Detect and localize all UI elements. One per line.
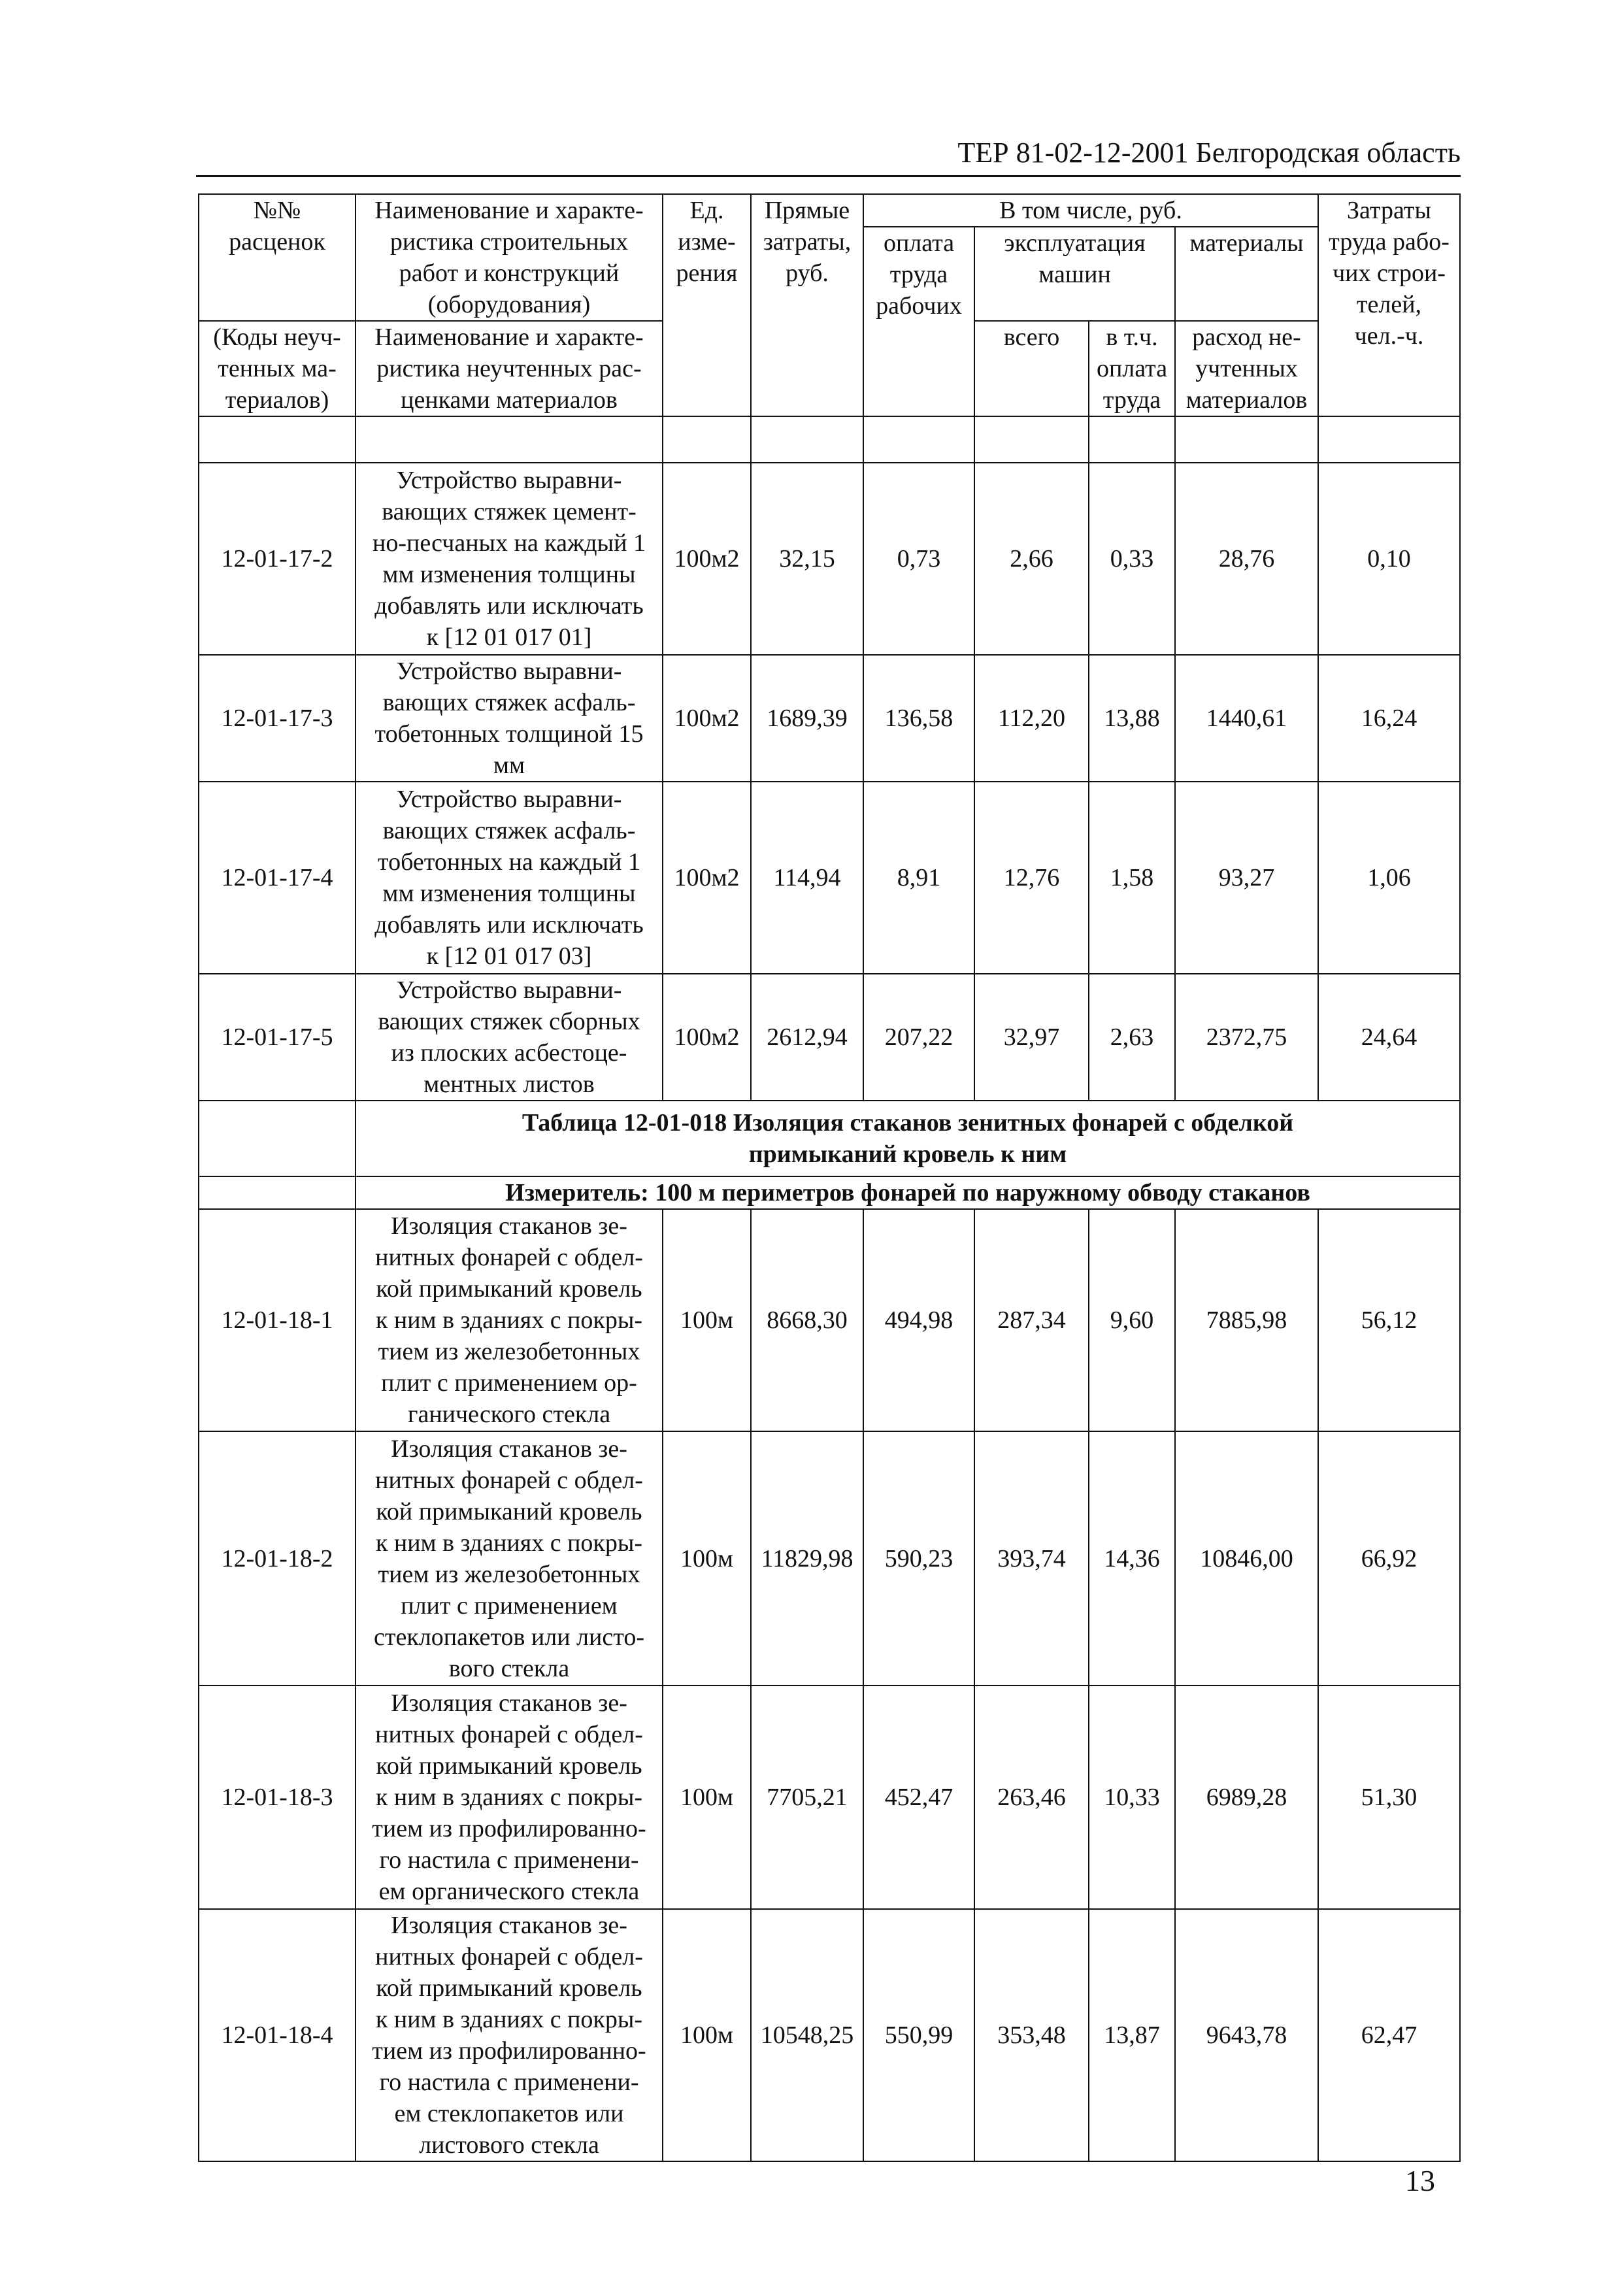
labor-cell: 56,12 <box>1318 1209 1460 1431</box>
machines-wage-cell: 1,58 <box>1089 782 1175 974</box>
description-text: Устройство выравни- вающих стяжек асфаль- тобетонных толщиной 15 мм <box>374 657 644 779</box>
wages-cell: 136,58 <box>863 655 974 782</box>
header-text: расход не- учтенных материалов <box>1185 324 1308 414</box>
table-title <box>356 1101 1460 1176</box>
header-unit <box>663 194 751 416</box>
machines-total-cell: 263,46 <box>974 1686 1089 1909</box>
header-text: Наименование и характе- ристика неучтенных рас- ценками материалов <box>374 324 644 414</box>
unit-cell: 100м2 <box>663 782 751 974</box>
header-machines <box>974 227 1175 321</box>
rates-table <box>198 193 1461 2162</box>
labor-cell: 62,47 <box>1318 1909 1460 2161</box>
header-rule <box>196 175 1461 177</box>
wages-cell: 494,98 <box>863 1209 974 1431</box>
header-text: в т.ч. оплата труда <box>1096 324 1168 414</box>
rate-code: 12-01-17-5 <box>199 974 356 1101</box>
header-row <box>199 194 1460 227</box>
machines-wage-cell: 13,88 <box>1089 655 1175 782</box>
table-row <box>199 974 1460 1101</box>
header-code-top <box>199 194 356 321</box>
labor-cell: 24,64 <box>1318 974 1460 1101</box>
header-machines-wage <box>1089 321 1175 416</box>
machines-wage-cell: 10,33 <box>1089 1686 1175 1909</box>
running-header: ТЕР 81-02-12-2001 Белгородская область <box>957 137 1461 169</box>
description-text: Устройство выравни- вающих стяжек асфаль- тобетонных на каждый 1 мм изменения толщины добавлять или исключать к [12 01 017 03] <box>374 786 644 970</box>
header-unaccounted-materials <box>1175 321 1318 416</box>
labor-cell: 16,24 <box>1318 655 1460 782</box>
unit-cell: 100м <box>663 1431 751 1686</box>
table-title-row <box>199 1101 1460 1176</box>
page-number: 13 <box>1405 2164 1435 2197</box>
header-text: Затраты труда рабо- чих строи- телей, чел.-ч. <box>1329 197 1450 350</box>
rate-code: 12-01-17-2 <box>199 463 356 655</box>
machines-total-cell: 353,48 <box>974 1909 1089 2161</box>
rate-code: 12-01-17-4 <box>199 782 356 974</box>
wages-cell: 452,47 <box>863 1686 974 1909</box>
rate-description <box>356 782 663 974</box>
spacer-row <box>199 416 1460 463</box>
unit-cell: 100м <box>663 1209 751 1431</box>
wages-cell: 0,73 <box>863 463 974 655</box>
rate-description <box>356 463 663 655</box>
unit-cell: 100м2 <box>663 463 751 655</box>
description-text: Устройство выравни- вающих стяжек сборных из плоских асбестоце- ментных листов <box>378 976 640 1098</box>
rate-description <box>356 655 663 782</box>
rate-code: 12-01-18-1 <box>199 1209 356 1431</box>
title-text: Таблица 12-01-018 Изоляция стаканов зенитных фонарей с обделкой примыканий кровель к ним <box>522 1109 1294 1168</box>
labor-cell: 51,30 <box>1318 1686 1460 1909</box>
rate-code: 12-01-18-2 <box>199 1431 356 1686</box>
wages-cell: 207,22 <box>863 974 974 1101</box>
header-machines-total: всего <box>974 321 1089 416</box>
materials-cell: 6989,28 <box>1175 1686 1318 1909</box>
direct-cost-cell: 10548,25 <box>751 1909 863 2161</box>
header-text: оплата труда рабочих <box>876 229 962 320</box>
machines-wage-cell: 9,60 <box>1089 1209 1175 1431</box>
unit-cell: 100м2 <box>663 974 751 1101</box>
table-row <box>199 782 1460 974</box>
unit-cell: 100м <box>663 1909 751 2161</box>
description-text: Устройство выравни- вающих стяжек цемент- но-песчаных на каждый 1 мм изменения толщины добавлять или исключать к [12 01 017 01] <box>373 467 646 651</box>
direct-cost-cell: 1689,39 <box>751 655 863 782</box>
table-row <box>199 463 1460 655</box>
machines-total-cell: 2,66 <box>974 463 1089 655</box>
rate-description <box>356 1909 663 2161</box>
materials-cell: 2372,75 <box>1175 974 1318 1101</box>
materials-cell: 93,27 <box>1175 782 1318 974</box>
header-materials: материалы <box>1175 227 1318 321</box>
header-including: В том числе, руб. <box>863 194 1318 227</box>
header-wages <box>863 227 974 416</box>
direct-cost-cell: 32,15 <box>751 463 863 655</box>
table-row <box>199 1686 1460 1909</box>
materials-cell: 1440,61 <box>1175 655 1318 782</box>
machines-total-cell: 32,97 <box>974 974 1089 1101</box>
header-text: эксплуатация машин <box>1004 229 1146 288</box>
header-name-bottom <box>356 321 663 416</box>
labor-cell: 66,92 <box>1318 1431 1460 1686</box>
machines-wage-cell: 14,36 <box>1089 1431 1175 1686</box>
measure-text: Измеритель: 100 м периметров фонарей по наружному обводу стаканов <box>356 1176 1460 1209</box>
machines-total-cell: 112,20 <box>974 655 1089 782</box>
header-code-bottom <box>199 321 356 416</box>
rate-code: 12-01-18-4 <box>199 1909 356 2161</box>
machines-wage-cell: 2,63 <box>1089 974 1175 1101</box>
direct-cost-cell: 11829,98 <box>751 1431 863 1686</box>
materials-cell: 7885,98 <box>1175 1209 1318 1431</box>
description-text: Изоляция стаканов зе- нитных фонарей с обдел- кой примыканий кровель к ним в зданиях с покры- тием из профилированно- го настила с применени- ем органического стекла <box>372 1689 646 1905</box>
description-text: Изоляция стаканов зе- нитных фонарей с обдел- кой примыканий кровель к ним в зданиях с покры- тием из железобетонных плит с применением ор- ганического стекла <box>375 1212 643 1428</box>
materials-cell: 28,76 <box>1175 463 1318 655</box>
labor-cell: 0,10 <box>1318 463 1460 655</box>
machines-wage-cell: 13,87 <box>1089 1909 1175 2161</box>
rate-code: 12-01-18-3 <box>199 1686 356 1909</box>
wages-cell: 8,91 <box>863 782 974 974</box>
materials-cell: 9643,78 <box>1175 1909 1318 2161</box>
rate-description <box>356 1431 663 1686</box>
header-labor-costs <box>1318 194 1460 416</box>
rate-description <box>356 974 663 1101</box>
header-direct-costs <box>751 194 863 416</box>
unit-cell: 100м2 <box>663 655 751 782</box>
machines-total-cell: 393,74 <box>974 1431 1089 1686</box>
machines-total-cell: 287,34 <box>974 1209 1089 1431</box>
header-text: №№ расценок <box>229 197 325 256</box>
table-row <box>199 1431 1460 1686</box>
labor-cell: 1,06 <box>1318 782 1460 974</box>
header-text: (Коды неуч- тенных ма- териалов) <box>213 324 341 414</box>
materials-cell: 10846,00 <box>1175 1431 1318 1686</box>
direct-cost-cell: 114,94 <box>751 782 863 974</box>
header-text: Наименование и характе- ристика строительных работ и конструкций (оборудования) <box>374 197 644 318</box>
rate-code: 12-01-17-3 <box>199 655 356 782</box>
header-name-top <box>356 194 663 321</box>
header-text: Ед. изме- рения <box>676 197 738 287</box>
unit-cell: 100м <box>663 1686 751 1909</box>
header-text: Прямые затраты, руб. <box>763 197 852 287</box>
rate-description <box>356 1209 663 1431</box>
direct-cost-cell: 7705,21 <box>751 1686 863 1909</box>
machines-total-cell: 12,76 <box>974 782 1089 974</box>
machines-wage-cell: 0,33 <box>1089 463 1175 655</box>
rate-description <box>356 1686 663 1909</box>
direct-cost-cell: 8668,30 <box>751 1209 863 1431</box>
description-text: Изоляция стаканов зе- нитных фонарей с обдел- кой примыканий кровель к ним в зданиях с покры- тием из профилированно- го настила с применени- ем стеклопакетов или листового стекла <box>372 1912 646 2159</box>
description-text: Изоляция стаканов зе- нитных фонарей с обдел- кой примыканий кровель к ним в зданиях с покры- тием из железобетонных плит с применением стеклопакетов или листо- вого стекла <box>374 1435 644 1682</box>
direct-cost-cell: 2612,94 <box>751 974 863 1101</box>
table-row <box>199 655 1460 782</box>
wages-cell: 590,23 <box>863 1431 974 1686</box>
table-row <box>199 1909 1460 2161</box>
measure-row <box>199 1176 1460 1209</box>
wages-cell: 550,99 <box>863 1909 974 2161</box>
table-row <box>199 1209 1460 1431</box>
